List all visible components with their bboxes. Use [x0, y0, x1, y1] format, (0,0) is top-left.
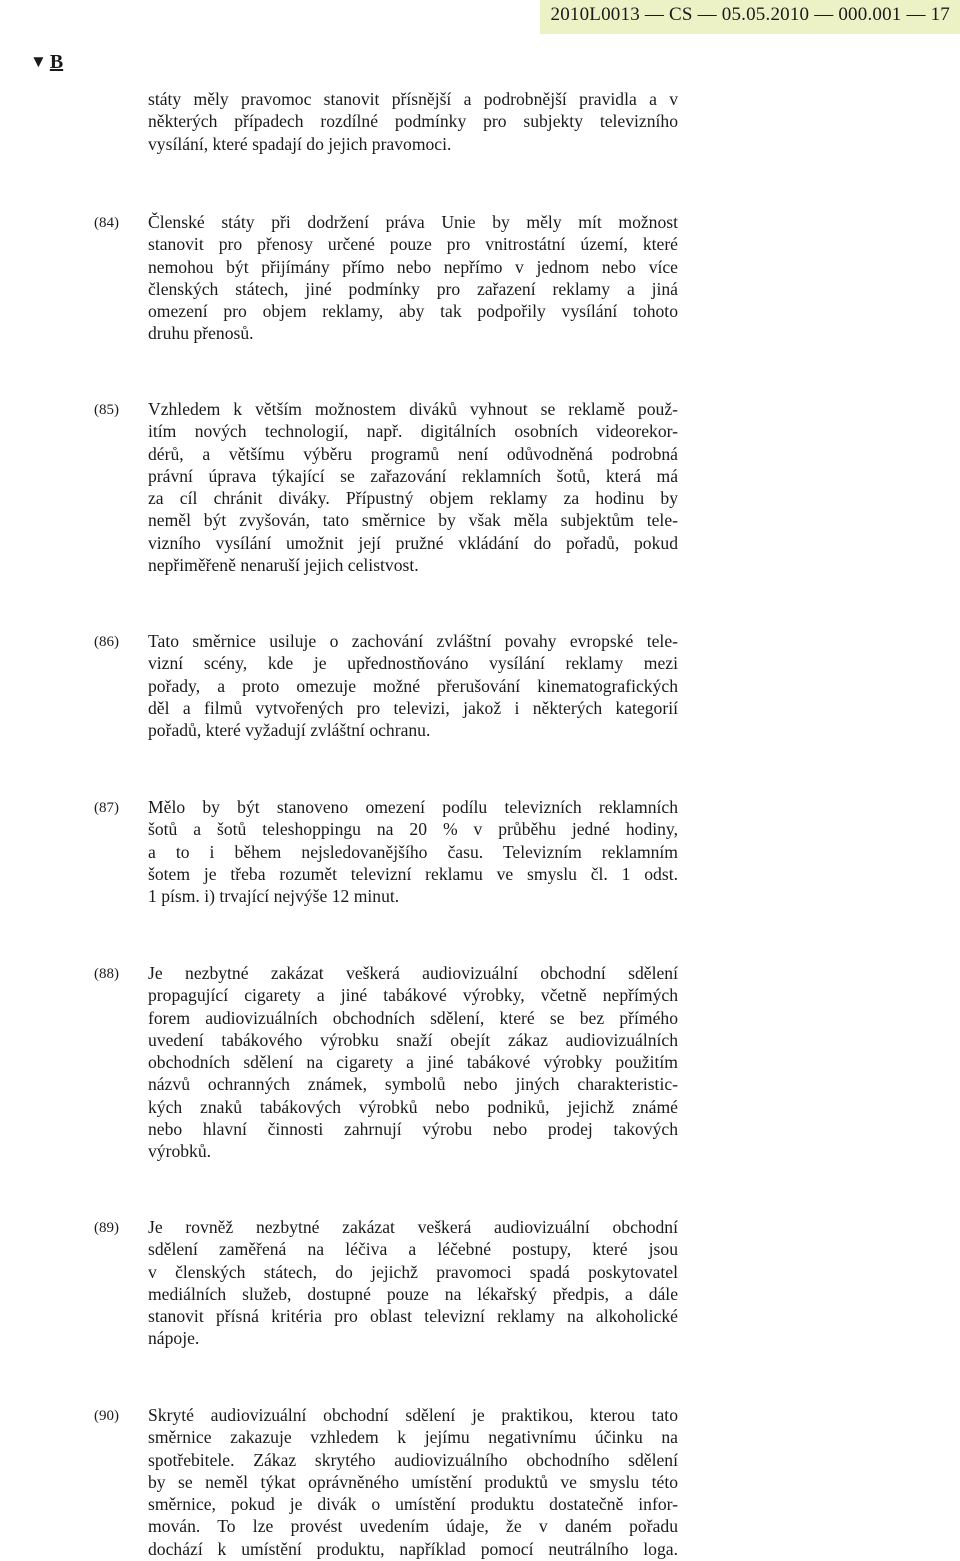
text-line: Mělo by být stanoveno omezení podílu televizních reklamních: [148, 797, 678, 817]
text-line: výrobků.: [148, 1141, 212, 1162]
text-line: mován. To lze provést uvedením údaje, že v daném pořadu: [148, 1516, 678, 1537]
recital-87: [94, 796, 678, 907]
text-line: nápoje.: [148, 1328, 200, 1349]
text-line: itím nových technologií, např. digitálních osobních videorekor-: [148, 421, 678, 442]
text-line: děl a filmů vytvořených pro televizi, jakož i některých kategorií: [148, 697, 678, 718]
text-line: směrnice zakazuje vzhledem k jejímu negativnímu účinku na: [148, 1427, 678, 1448]
text-line: by se neměl týkat oprávněného umístění produktů ve smyslu této: [148, 1471, 678, 1492]
text-line: sdělení zaměřená na léčiva a léčebné postupy, které jsou: [148, 1239, 678, 1260]
text-line: a to i během nejsledovanějšího času. Televizním reklamním: [148, 841, 678, 862]
text-line: státy měly pravomoc stanovit přísnější a podrobnější pravidla a v: [148, 89, 678, 109]
text-line: vysílání, které spadají do jejich pravomoci.: [148, 133, 452, 154]
page-header: [540, 0, 960, 34]
text-line: neměl být zvyšován, tato směrnice by však měla subjektům tele-: [148, 510, 678, 531]
recital-number: (87): [94, 800, 119, 816]
amendment-marker: [30, 51, 63, 74]
text-line: druhu přenosů.: [148, 323, 254, 344]
text-line: za cíl chránit diváky. Přípustný objem reklamy za hodinu by: [148, 488, 678, 509]
recital-88: [94, 962, 678, 1163]
text-line: Skryté audiovizuální obchodní sdělení je praktikou, kterou tato: [148, 1405, 678, 1425]
text-line: právní úprava týkající se zařazování reklamních šotů, která má: [148, 465, 678, 486]
recital-number: (84): [94, 215, 119, 231]
text-line: Členské státy při dodržení práva Unie by měly mít možnost: [148, 212, 678, 232]
recital-number: (86): [94, 634, 119, 650]
recital-number: (89): [94, 1220, 119, 1236]
text-line: omezení pro objem reklamy, aby tak podpořily vysílání tohoto: [148, 301, 678, 322]
text-line: členských státech, jiné podmínky pro zařazení reklamy a jiná: [148, 278, 678, 299]
text-line: nepřiměřeně nenaruší jejich celistvost.: [148, 555, 419, 576]
text-line: pořadů, které vyžadují zvláštní ochranu.: [148, 720, 431, 741]
text-line: některých případech rozdílné podmínky pro subjekty televizního: [148, 111, 678, 132]
text-line: dérů, a většímu výběru programů není odůvodněná podrobná: [148, 443, 678, 464]
recital-number: (88): [94, 966, 119, 982]
text-line: Je rovněž nezbytné zakázat veškerá audiovizuální obchodní: [148, 1217, 678, 1237]
recital-number: (85): [94, 402, 119, 418]
recital-number: (90): [94, 1408, 119, 1424]
text-line: šotů a šotů teleshoppingu na 20 % v průběhu jedné hodiny,: [148, 819, 678, 840]
text-line: propagující cigarety a jiné tabákové výrobky, včetně nepřímých: [148, 985, 678, 1006]
text-line: dochází k umístění produktu, například pomocí neutrálního loga.: [148, 1538, 678, 1559]
document-reference: 2010L0013 — CS — 05.05.2010 — 000.001 — 17: [550, 4, 950, 25]
text-line: pořady, a proto omezuje možné přerušování kinematografických: [148, 675, 678, 696]
text-line: Je nezbytné zakázat veškerá audiovizuální obchodní sdělení: [148, 963, 678, 983]
text-line: kých znaků tabákových výrobků nebo podniků, jejichž známé: [148, 1096, 678, 1117]
text-line: spotřebitele. Zákaz skrytého audiovizuálního obchodního sdělení: [148, 1449, 678, 1470]
recital-84: [94, 211, 678, 345]
text-line: nebo hlavní činnosti zahrnují výrobu nebo prodej takových: [148, 1119, 678, 1140]
recital-86: [94, 630, 678, 741]
amendment-marker-letter: B: [49, 51, 64, 73]
continuation-paragraph: [148, 88, 678, 155]
text-line: mediálních služeb, dostupné pouze na lékařský předpis, a dále: [148, 1283, 678, 1304]
text-line: obchodních sdělení na cigarety a jiné tabákové výrobky použitím: [148, 1052, 678, 1073]
text-line: stanovit pro přenosy určené pouze pro vnitrostátní území, které: [148, 234, 678, 255]
triangle-down-icon: ▼: [30, 52, 47, 71]
text-line: vizního vysílání umožnit její pružné vkládání do pořadů, pokud: [148, 532, 678, 553]
text-line: směrnice, pokud je divák o umístění produktu dostatečně infor-: [148, 1494, 678, 1515]
text-line: názvů ochranných známek, symbolů nebo jiných charakteristic-: [148, 1074, 678, 1095]
text-line: 1 písm. i) trvající nejvýše 12 minut.: [148, 886, 400, 907]
text-line: forem audiovizuálních obchodních sdělení, které se bez přímého: [148, 1007, 678, 1028]
text-line: stanovit přísná kritéria pro oblast televizní reklamy na alkoholické: [148, 1306, 678, 1327]
text-line: Vzhledem k větším možnostem diváků vyhnout se reklamě použ-: [148, 399, 678, 419]
text-line: Tato směrnice usiluje o zachování zvláštní povahy evropské tele-: [148, 631, 678, 651]
recital-89: [94, 1216, 678, 1350]
recital-85: [94, 398, 678, 576]
text-line: nemohou být přijímány přímo nebo nepřímo v jednom nebo více: [148, 256, 678, 277]
recital-90: [94, 1404, 678, 1560]
text-line: šotem je třeba rozumět televizní reklamu ve smyslu čl. 1 odst.: [148, 863, 678, 884]
text-line: v členských státech, do jejichž pravomoci spadá poskytovatel: [148, 1261, 678, 1282]
text-line: uvedení tabákového výrobku snaží obejít zákaz audiovizuálních: [148, 1029, 678, 1050]
text-line: vizní scény, kde je upřednostňováno vysílání reklamy mezi: [148, 653, 678, 674]
